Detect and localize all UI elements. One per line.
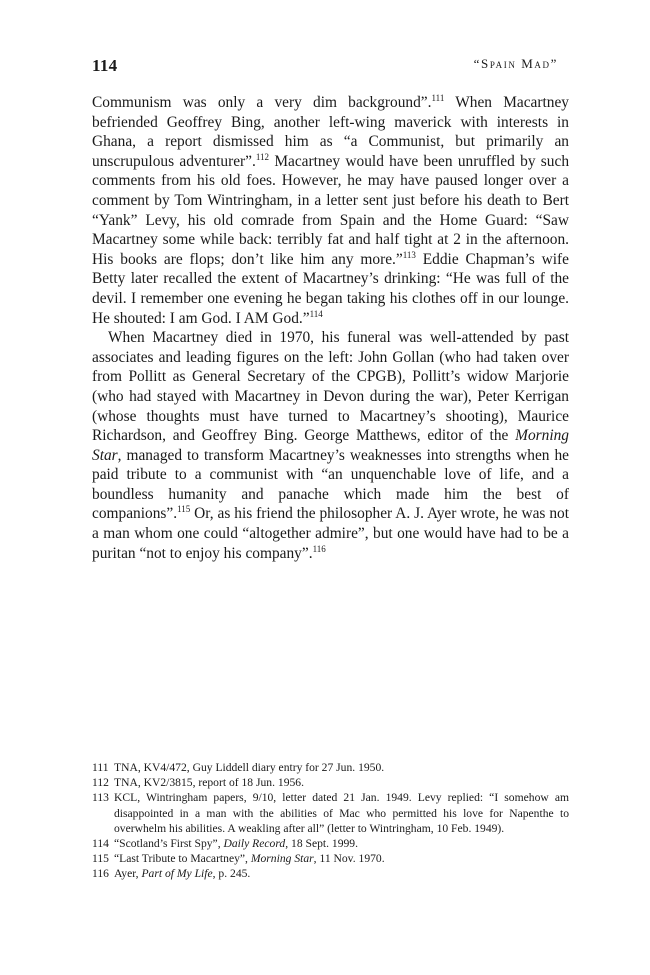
text-run: Or, as his friend the philosopher A. J. Ayer wrote, he was not a man whom one could “altogether admire”, but one would have had to be a puritan “not to enjoy his company”. — [92, 505, 569, 562]
footnote-number: 112 — [92, 776, 109, 790]
footnote-111 — [92, 760, 569, 775]
footnote-113 — [92, 790, 569, 836]
footnote-italic: Morning Star — [250, 852, 314, 866]
footnote-114 — [92, 836, 569, 851]
paragraph-2 — [92, 328, 569, 563]
footnotes — [92, 760, 569, 882]
footnote-ref: 113 — [402, 249, 416, 260]
text-run: When Macartney befriended Geoffrey Bing, another left-wing maverick with interests in Ghana, a report dismissed him as “a Communist, but primarily an unscrupulous adventurer”. — [92, 94, 569, 170]
footnote-number: 111 — [92, 761, 109, 774]
footnote-text: “Last Tribute to Macartney”, — [114, 852, 251, 866]
footnote-text: Ayer, — [114, 867, 142, 881]
italic-title: Morning Star — [92, 427, 569, 464]
footnote-text: TNA, KV4/472, Guy Liddell diary entry for 27 Jun. 1950. — [114, 761, 385, 774]
footnote-text: TNA, KV2/3815, report of 18 Jun. 1956. — [114, 776, 304, 790]
footnote-text: , 11 Nov. 1970. — [313, 852, 385, 866]
footnote-text: “Scotland’s First Spy”, — [114, 837, 224, 851]
footnote-ref: 111 — [431, 93, 445, 103]
footnote-ref: 116 — [312, 543, 326, 554]
footnote-115 — [92, 851, 569, 866]
running-head: “Spain Mad” — [473, 56, 558, 71]
footnote-text: , p. 245. — [212, 867, 251, 881]
footnote-number: 115 — [92, 852, 109, 866]
footnote-112 — [92, 775, 569, 790]
footnote-number: 116 — [92, 867, 109, 881]
footnote-text: , 18 Sept. 1999. — [285, 837, 359, 851]
text-run: Macartney would have been unruffled by such comments from his old foes. However, he may have paused longer over a comment by Tom Wintringham, in a letter sent just before his death to Bert “Yank” Levy, his old comrade from Spain and the Home Guard: “Saw Macartney some while back: terribly fat and half tight at 2 in the afternoon. His books are flops; don’t like him any more.” — [92, 152, 570, 268]
page-header — [92, 56, 558, 78]
footnote-italic: Daily Record — [223, 837, 286, 851]
footnote-number: 113 — [92, 791, 109, 805]
footnote-ref: 112 — [255, 151, 270, 162]
footnote-ref: 115 — [177, 504, 191, 515]
body-text — [92, 93, 569, 563]
footnote-italic: Part of My Life — [141, 867, 213, 881]
footnote-text: KCL, Wintringham papers, 9/10, letter dated 21 Jan. 1949. Levy replied: “I somehow am disappointed in a man with the abilities of Mac who permitted his love for Napenthe to overwhelm his abilities. A weakling after all” (letter to Wintringham, 10 Feb. 1949). — [114, 791, 569, 835]
text-run: Communism was only a very dim background”. — [92, 94, 432, 111]
paragraph-1 — [92, 93, 569, 328]
text-run: , managed to transform Macartney’s weaknesses into strengths when he paid tribute to a communist with “an unquenchable love of life, and a boundless humanity and panache which made him the best of companions”. — [92, 446, 569, 523]
text-run: When Macartney died in 1970, his funeral was well-attended by past associates and leading figures on the left: John Gollan (who had taken over from Pollitt as General Secretary of the CPGB), Pollitt’s widow Marjorie (who had stayed with Macartney in Devon during the war), Peter Kerrigan (whose thoughts must have turned to Macartney’s shooting), Maurice Richardson, and Geoffrey Bing. George Matthews, editor of the — [92, 329, 569, 445]
text-run: Eddie Chapman’s wife Betty later recalled the extent of Macartney’s drinking: “He was full of the devil. I remember one evening he began taking his clothes off in our lounge. He shouted: I am God. I AM God.” — [92, 250, 569, 327]
footnote-ref: 114 — [309, 308, 323, 319]
footnote-116 — [92, 866, 569, 881]
footnote-number: 114 — [92, 837, 109, 851]
page-number: 114 — [92, 56, 118, 75]
